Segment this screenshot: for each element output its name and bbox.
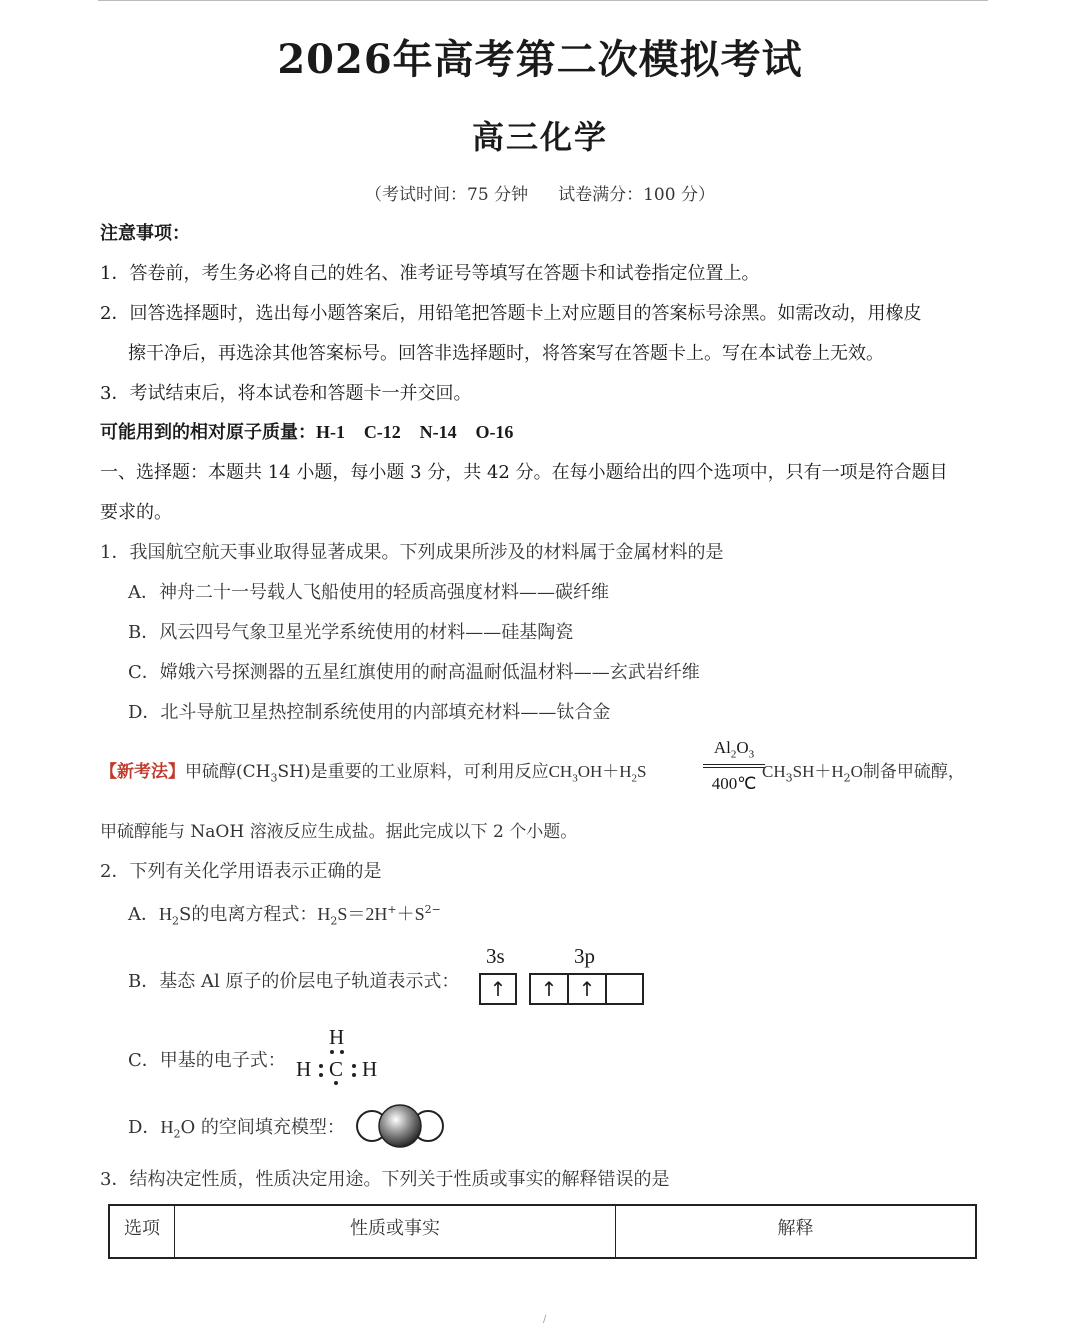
- new-exam-text-b: SH)是重要的工业原料，可利用反应: [277, 762, 549, 782]
- notice-item-3: 3．考试结束后，将本试卷和答题卡一并交回。: [100, 383, 472, 404]
- product-sh: SH＋H: [792, 762, 844, 781]
- up-arrow-icon: ↑: [531, 975, 569, 1003]
- electron-dot: [330, 1050, 334, 1054]
- orbital-3p-label: 3p: [574, 944, 595, 968]
- q2-a-eq-h: H: [317, 904, 331, 924]
- q2-option-c: C．甲基的电子式：: [128, 1050, 286, 1071]
- q2-a-text: S的电离方程式：: [179, 904, 318, 925]
- reactant-oh: OH＋H: [577, 762, 632, 781]
- atomic-mass-o: O-16: [475, 422, 514, 442]
- section-heading-cont: 要求的。: [100, 502, 172, 523]
- product-o: O: [850, 762, 863, 781]
- notice-item-2-cont: 擦干净后，再选涂其他答案标号。回答非选择题时，将答案写在答题卡上。写在本试卷上无效。: [128, 343, 884, 364]
- q2-option-b: B．基态 Al 原子的价层电子轨道表示式：: [128, 971, 460, 992]
- orbital-3p-box: [529, 973, 644, 1005]
- q2-d-h: H: [160, 1117, 174, 1137]
- q1-stem: 1．我国航空航天事业取得显著成果。下列成果所涉及的材料属于金属材料的是: [100, 542, 724, 563]
- reactants: $CH_3OH+H_2S$: [548, 762, 647, 785]
- q2-d-prefix: D．: [128, 1117, 161, 1138]
- atomic-mass-c: C-12: [363, 422, 401, 442]
- q2-a-eq: S＝2H: [337, 904, 388, 924]
- temperature: 400℃: [711, 774, 757, 793]
- up-arrow-icon: ↑: [569, 975, 607, 1003]
- reaction-condition: [703, 738, 765, 794]
- reactant-s: S: [637, 762, 647, 781]
- unpaired-electron-dot: [334, 1081, 338, 1085]
- products: $CH_3SH+H_2O$制备甲硫醇，: [762, 762, 965, 785]
- exam-time: （考试时间：75 分钟: [365, 185, 529, 205]
- col-fact: 性质或事实: [175, 1205, 616, 1258]
- notice-item-1: 1．答卷前，考生务必将自己的姓名、准考证号等填写在答题卡和试卷指定位置上。: [100, 263, 760, 284]
- full-score: 试卷满分：100 分）: [558, 185, 715, 205]
- product-ch: CH: [762, 762, 786, 781]
- catalyst-o: O: [736, 738, 749, 757]
- electron-dot: [340, 1050, 344, 1054]
- notice-item-2: 2．回答选择题时，选出每小题答案后，用铅笔把答题卡上对应题目的答案标号涂黑。如需改动，用橡皮: [100, 303, 922, 324]
- new-exam-tag: 【新考法】: [100, 762, 185, 782]
- catalyst: $Al_2O_3$: [713, 738, 755, 761]
- atomic-mass-h: H-1: [316, 422, 345, 442]
- q1-option-a: A．神舟二十一号载人飞船使用的轻质高强度材料——碳纤维: [128, 582, 609, 603]
- equals-bar-top: [703, 764, 765, 765]
- q1-option-c: C．嫦娥六号探测器的五星红旗使用的耐高温耐低温材料——玄武岩纤维: [128, 662, 700, 683]
- q2-option-a: A．$H_2S$的电离方程式：$H_2S=2H^++S^{2-}$: [128, 903, 441, 928]
- lewis-h-right: H: [362, 1057, 378, 1081]
- orbital-3s-box: [479, 973, 517, 1005]
- new-exam-line2: 甲硫醇能与 NaOH 溶液反应生成盐。据此完成以下 2 个小题。: [100, 822, 578, 842]
- atomic-mass-line: [100, 418, 513, 444]
- q2-a-s: ＋S: [396, 904, 425, 924]
- q3-table: [108, 1204, 977, 1259]
- new-exam-tail: 制备甲硫醇，: [862, 762, 965, 782]
- table-header-row: [109, 1205, 976, 1258]
- exam-info: [0, 180, 1080, 205]
- reactant-ch: CH: [548, 762, 573, 781]
- page-mark: /: [543, 1314, 547, 1325]
- q2-a-prefix: A．: [128, 904, 159, 925]
- up-arrow-icon: ↑: [489, 977, 507, 1001]
- new-exam-text-a: 甲硫醇(CH: [185, 762, 271, 782]
- q2-stem: 2．下列有关化学用语表示正确的是: [100, 861, 382, 882]
- q1-option-b: B．风云四号气象卫星光学系统使用的材料——硅基陶瓷: [128, 622, 574, 643]
- oxygen-atom: [379, 1105, 421, 1147]
- exam-title: 2026年高考第二次模拟考试: [277, 36, 803, 83]
- section-heading: 一、选择题：本题共 14 小题，每小题 3 分，共 42 分。在每小题给出的四个选项中，只有一项是符合题目: [100, 462, 948, 483]
- q2-a-h: H: [159, 904, 172, 924]
- water-space-filling-model: [352, 1102, 448, 1150]
- electron-dot: [319, 1073, 323, 1077]
- col-explanation: 解释: [616, 1205, 977, 1258]
- q2-d-text: O 的空间填充模型：: [180, 1117, 345, 1138]
- electron-dot: [352, 1064, 356, 1068]
- lewis-c: C: [329, 1057, 344, 1081]
- orbital-3s-label: 3s: [486, 944, 505, 968]
- empty-orbital: [607, 975, 642, 1003]
- top-rule: [98, 0, 988, 1]
- atomic-mass-label: 可能用到的相对原子质量：: [100, 422, 316, 443]
- exam-subject: 高三化学: [471, 118, 608, 156]
- q2-option-d: D．$H_2O$ 的空间填充模型：: [128, 1117, 345, 1141]
- equals-bar-bottom: [703, 767, 765, 768]
- q2-a-charge: 2−: [424, 903, 441, 916]
- notice-heading: 注意事项：: [100, 223, 190, 244]
- atomic-mass-n: N-14: [419, 422, 457, 442]
- q1-option-d: D．北斗导航卫星热控制系统使用的内部填充材料——钛合金: [128, 702, 611, 723]
- lewis-h-top: H: [329, 1025, 345, 1049]
- q2-a-plus: +: [387, 903, 397, 916]
- electron-dot: [319, 1064, 323, 1068]
- lewis-h-left: H: [296, 1057, 312, 1081]
- col-option: 选项: [109, 1205, 175, 1258]
- new-exam-line1: 【新考法】甲硫醇$(CH_3SH)$是重要的工业原料，可利用反应$CH_3OH+H_2S$: [100, 762, 647, 785]
- q3-stem: 3．结构决定性质，性质决定用途。下列关于性质或事实的解释错误的是: [100, 1169, 670, 1190]
- electron-dot: [352, 1073, 356, 1077]
- catalyst-al: Al: [713, 738, 731, 757]
